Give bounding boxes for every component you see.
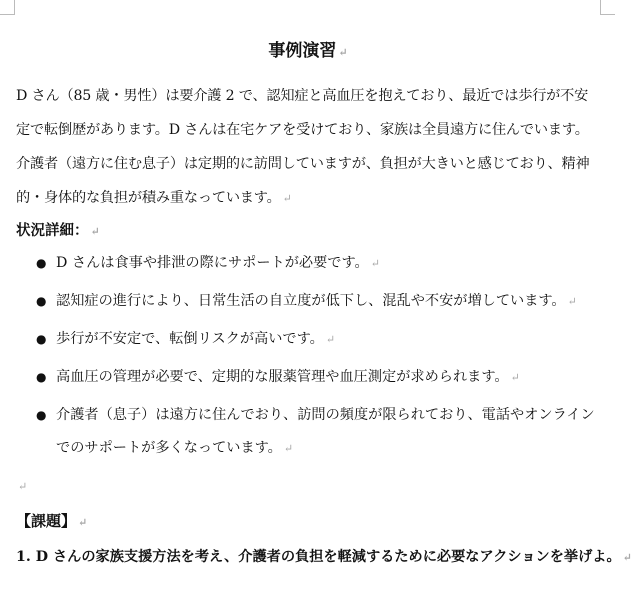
task-heading-text: 【課題】 bbox=[16, 512, 77, 530]
paragraph-mark-icon: ↵ bbox=[567, 295, 577, 308]
list-item bbox=[16, 361, 600, 394]
document-page bbox=[16, 36, 632, 573]
paragraph-mark-icon: ↵ bbox=[370, 257, 380, 270]
list-item bbox=[16, 399, 600, 465]
list-item-text: D さんは食事や排泄の際にサポートが必要です。 bbox=[56, 255, 369, 271]
bullet-icon: ● bbox=[36, 370, 47, 384]
paragraph-mark-icon: ↵ bbox=[338, 46, 348, 59]
details-heading bbox=[16, 216, 600, 247]
paragraph-mark-icon: ↵ bbox=[78, 516, 88, 529]
paragraph-mark-icon: ↵ bbox=[510, 371, 520, 384]
empty-paragraph bbox=[16, 470, 600, 500]
title-text: 事例演習 bbox=[268, 41, 337, 61]
list-item-text: 高血圧の管理が必要で、定期的な服薬管理や血圧測定が求められます。 bbox=[56, 369, 509, 385]
details-list bbox=[16, 247, 600, 465]
paragraph-mark-icon: ↵ bbox=[282, 192, 292, 205]
task-item-text: 1. D さんの家族支援方法を考え、介護者の負担を軽減するために必要なアクションを挙げよ。 bbox=[16, 549, 621, 565]
intro-paragraph bbox=[16, 79, 600, 216]
page-corner-mark-left bbox=[0, 0, 15, 15]
list-item-text: 認知症の進行により、日常生活の自立度が低下し、混乱や不安が増しています。 bbox=[56, 293, 566, 309]
paragraph-mark-icon: ↵ bbox=[283, 442, 294, 455]
paragraph-mark-icon: ↵ bbox=[622, 551, 632, 564]
details-heading-text: 状況詳細： bbox=[16, 222, 89, 239]
bullet-icon: ● bbox=[36, 294, 47, 308]
page-corner-mark-right bbox=[600, 0, 615, 15]
list-item-text: 歩行が不安定で、転倒リスクが高いです。 bbox=[56, 331, 324, 347]
paragraph-mark-icon: ↵ bbox=[325, 333, 336, 346]
bullet-icon: ● bbox=[36, 408, 47, 422]
list-item bbox=[16, 323, 600, 356]
bullet-icon: ● bbox=[36, 256, 47, 270]
list-item-text: 介護者（息子）は遠方に住んでおり、訪問の頻度が限られており、電話やオンラインでのサポートが多くなっています。 bbox=[56, 407, 595, 456]
list-item bbox=[16, 285, 600, 318]
bullet-icon: ● bbox=[36, 332, 47, 346]
intro-text: D さん（85 歳・男性）は要介護 2 で、認知症と高血圧を抱えており、最近では歩行が不安定で転倒歴があります。D さんは在宅ケアを受けており、家族は全員遠方に住んでいます。介護者（遠方に住む息子）は定期的に訪問していますが、負担が大きいと感じており、精神的・身体的な負担が積み重なっています。 bbox=[16, 88, 590, 206]
list-item bbox=[16, 247, 600, 280]
paragraph-mark-icon: ↵ bbox=[90, 225, 100, 238]
document-title bbox=[16, 36, 600, 61]
task-item bbox=[16, 542, 632, 573]
paragraph-mark-icon: ↵ bbox=[18, 480, 28, 493]
task-heading bbox=[16, 506, 600, 538]
